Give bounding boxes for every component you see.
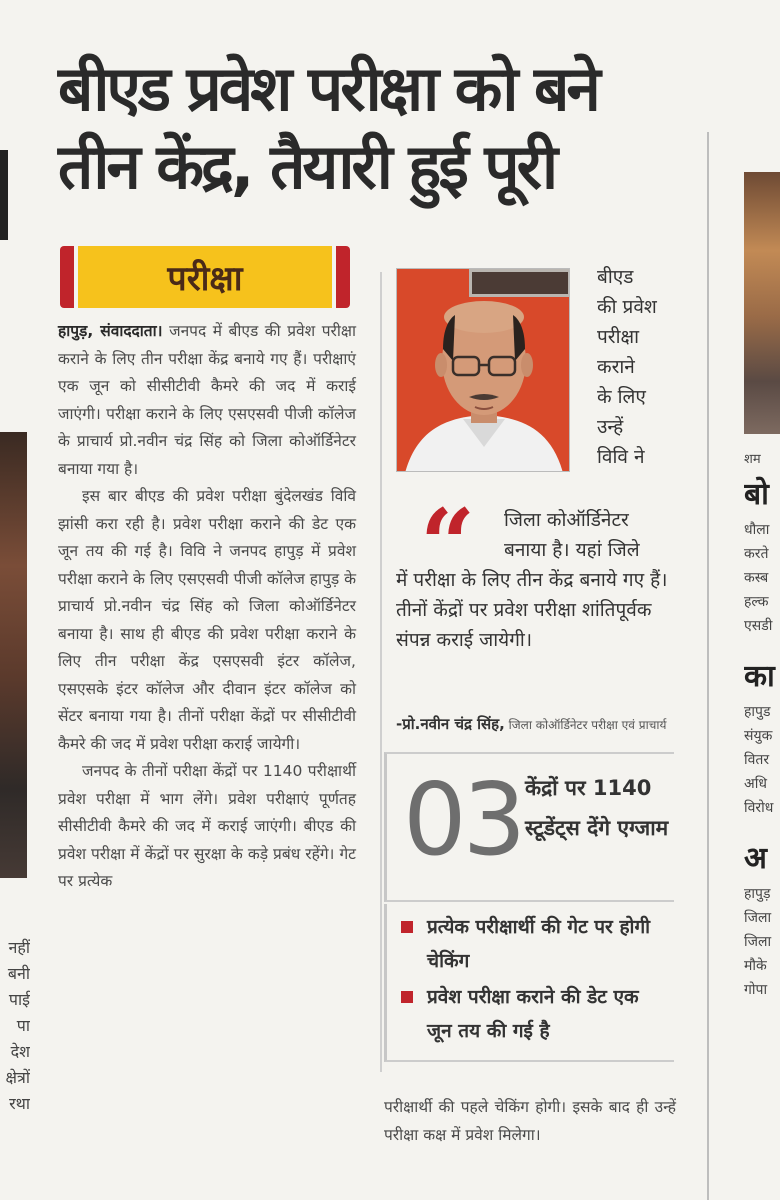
quote-mark-icon: “	[420, 488, 476, 601]
bullet-square-icon	[401, 921, 413, 933]
quote-credit-name: -प्रो.नवीन चंद्र सिंह,	[396, 715, 505, 733]
quote-credit-role: जिला कोऑर्डिनेटर परीक्षा एवं प्राचार्य	[508, 718, 667, 732]
article-continued: परीक्षार्थी की पहले चेकिंग होगी। इसके बाद ही उन्हें परीक्षा कक्ष में प्रवेश मिलेगा।	[384, 1098, 676, 1144]
left-headline-fragment	[0, 150, 8, 240]
quote-body: में परीक्षा के लिए तीन केंद्र बनाये गए हैं। तीनों केंद्रों पर प्रवेश परीक्षा शांतिपूर्वक संपन्न कराई जायेगी।	[396, 569, 668, 651]
paragraph-3: जनपद के तीनों परीक्षा केंद्रों पर 1140 परीक्षार्थी प्रवेश परीक्षा में भाग लेंगे। प्रवेश परीक्षाएं पूर्णतह सीसीटीवी कैमरे की जद में कराई जाएंगी। बीएड की प्रवेश परीक्षा में केंद्रों पर सुरक्षा के कड़े प्रबंध रहेंगे। गेट पर प्रत्येक	[58, 762, 356, 890]
quote-side-text: बीएड की प्रवेश परीक्षा कराने के लिए उन्हें विवि ने	[597, 266, 657, 468]
stat-text: केंद्रों पर 1140 स्टूडेंट्स देंगे एग्जाम	[525, 776, 669, 840]
coordinator-photo	[396, 268, 570, 472]
section-tag	[60, 246, 350, 308]
left-adjacent-photo	[0, 432, 27, 878]
tag-accent-left	[60, 246, 74, 308]
paragraph-2: इस बार बीएड की प्रवेश परीक्षा बुंदेलखंड विवि झांसी करा रही है। प्रवेश परीक्षा कराने की डेट एक जून तय की गई है। विवि ने जनपद हापुड़ में प्रवेश परीक्षा कराने के लिए एसएसवी पीजी कॉलेज हापुड़ के प्राचार्य प्रो.नवीन चंद्र सिंह को जिला कोऑर्डिनेटर बनाया है। साथ ही बीएड की प्रवेश परीक्षा कराने के लिए तीन परीक्षा केंद्र एसएसवी इंटर कॉलेज, एसएसके इंटर कॉलेज और दीवान इंटर कॉलेज को सेंटर बनाया गया है। तीनों परीक्षा केंद्रों पर सीसीटीवी कैमरे की जद में प्रवेश परीक्षा कराई जायेगी।	[58, 487, 356, 753]
dateline: हापुड़, संवाददाता।	[58, 322, 163, 340]
stat-number: 03	[403, 761, 523, 878]
headline-line-1: बीएड प्रवेश परीक्षा को बने	[58, 52, 598, 125]
list-item: प्रवेश परीक्षा कराने की डेट एक जून तय की गई है	[401, 980, 668, 1048]
tag-label-box	[78, 246, 332, 308]
list-item: प्रत्येक परीक्षार्थी की गेट पर होगी चेकिंग	[401, 910, 668, 978]
headline	[58, 50, 698, 206]
left-text-fragments: नहीं बनी पाई पा देश क्षेत्रों रथा	[5, 938, 30, 1113]
quote-credit	[396, 714, 674, 734]
left-adjacent-column	[0, 0, 30, 1200]
paragraph-1: हापुड़, संवाददाता। जनपद में बीएड की प्रवेश परीक्षा कराने के लिए तीन परीक्षा केंद्र बनाये गए हैं। परीक्षाएं एक जून को सीसीटीवी कैमरे की जद में कराई जाएंगी। परीक्षा कराने के लिए एसएसवी पीजी कॉलेज के प्राचार्य प्रो.नवीन चंद्र सिंह को जिला कोऑर्डिनेटर बनाया गया है।	[58, 322, 356, 478]
article-body	[58, 318, 356, 896]
tag-label: परीक्षा	[167, 259, 243, 299]
bullet-square-icon	[401, 991, 413, 1003]
highlights-list	[384, 904, 674, 1062]
right-adjacent-photo	[744, 172, 780, 434]
headline-line-2: तीन केंद्र, तैयारी हुई पूरी	[58, 130, 556, 203]
portrait-illustration	[397, 269, 570, 472]
right-column-divider	[707, 132, 709, 1200]
right-adjacent-column: शम बो धौला करते कस्ब हल्क एसडी का हापुड संयुक वितर अधि विरोध अ हापुड़ जिला जिला मौके गोपा	[744, 452, 775, 998]
quote-text	[396, 505, 674, 655]
quote-lead: जिला कोऑर्डिनेटर बनाया है। यहां जिले	[504, 509, 640, 561]
tag-accent-right	[336, 246, 350, 308]
column-divider	[380, 272, 382, 1072]
stat-box	[384, 752, 674, 902]
